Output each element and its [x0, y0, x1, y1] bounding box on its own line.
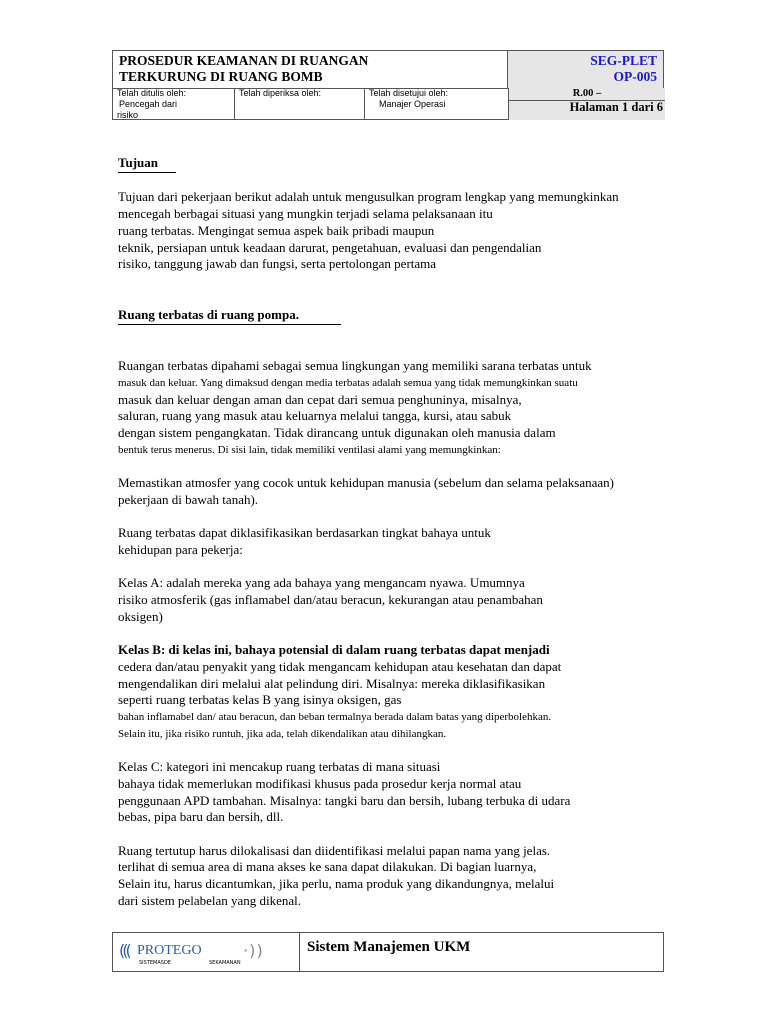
written-by-value-2: risiko	[117, 110, 139, 120]
logo-tagline-left: SISTEMASDE	[139, 960, 171, 966]
class-c-paragraph	[118, 759, 718, 826]
page-indicator: Halaman 1 dari 6	[569, 100, 663, 114]
purpose-heading: Tujuan	[118, 155, 176, 173]
class-b-paragraph	[118, 642, 718, 742]
ensure-paragraph	[118, 475, 718, 508]
header-title-row	[113, 51, 663, 89]
written-by-cell	[113, 88, 235, 120]
closed-space-line: dari sistem pelabelan yang dikenal.	[118, 892, 302, 908]
logo-text: PROTEGO	[137, 943, 202, 958]
written-by-label: Telah ditulis oleh:	[117, 88, 187, 98]
logo-decoration-icon: · ) )	[243, 941, 261, 960]
class-a-line: risiko atmosferik (gas inflamabel dan/atau beracun, kekurangan atau penambahan	[118, 592, 543, 608]
classification-line: Ruang terbatas dapat diklasifikasikan berdasarkan tingkat bahaya untuk	[118, 525, 491, 541]
purpose-line: ruang terbatas. Mengingat semua aspek baik pribadi maupun	[118, 222, 435, 238]
logo-wave-icon: (((	[119, 941, 129, 960]
document-code-line-2: OP-005	[613, 69, 657, 84]
document-body	[118, 148, 718, 909]
closed-space-line: Ruang tertutup harus dilokalisasi dan diidentifikasi melalui papan nama yang jelas.	[118, 842, 551, 858]
definition-paragraph	[118, 358, 718, 458]
class-b-line: mengendalikan diri melalui alat pelindung diri. Misalnya: mereka diklasifikasikan	[118, 675, 546, 691]
class-b-line: seperti ruang terbatas kelas B yang isinya oksigen, gas	[118, 692, 402, 708]
system-name: Sistem Manajemen UKM	[307, 939, 471, 955]
class-b-line: cedera dan/atau penyakit yang tidak mengancam kehidupan atau kesehatan dan dapat	[118, 658, 562, 674]
class-c-line: bebas, pipa baru dan bersih, dll.	[118, 809, 284, 825]
pump-room-heading: Ruang terbatas di ruang pompa.	[118, 307, 341, 325]
classification-paragraph	[118, 525, 718, 558]
class-a-line: oksigen)	[118, 608, 163, 624]
header-signoff-row	[113, 88, 663, 120]
approved-by-label: Telah disetujui oleh:	[369, 88, 449, 98]
document-header	[112, 50, 664, 120]
purpose-line: Tujuan dari pekerjaan berikut adalah untuk mengusulkan program lengkap yang memungkinkan	[118, 189, 619, 205]
checked-by-cell	[235, 88, 365, 120]
closed-space-paragraph	[118, 843, 718, 910]
definition-line: bentuk terus menerus. Di sisi lain, tidak memiliki ventilasi alami yang memungkinkan:	[118, 443, 501, 456]
closed-space-line: Selain itu, harus dicantumkan, jika perlu, nama produk yang dikandungnya, melalui	[118, 876, 555, 892]
document-title-line-2: TERKURUNG DI RUANG BOMB	[119, 69, 323, 84]
purpose-line: teknik, persiapan untuk keadaan darurat, pengetahuan, evaluasi dan pengendalian	[118, 239, 542, 255]
document-code-line-1: SEG-PLET	[590, 53, 657, 68]
definition-line: dengan sistem pengangkatan. Tidak dirancang untuk digunakan oleh manusia dalam	[118, 425, 556, 441]
purpose-line: risiko, tanggung jawab dan fungsi, serta pertolongan pertama	[118, 256, 437, 272]
definition-line: Ruangan terbatas dipahami sebagai semua lingkungan yang memiliki sarana terbatas untuk	[118, 358, 592, 374]
protego-logo	[113, 933, 300, 971]
ensure-line: Memastikan atmosfer yang cocok untuk kehidupan manusia (sebelum dan selama pelaksanaan)	[118, 475, 615, 491]
purpose-paragraph	[118, 189, 718, 273]
revision-number: R.00 –	[509, 88, 665, 101]
approved-by-value: Manajer Operasi	[379, 99, 446, 109]
document-footer	[112, 932, 664, 972]
definition-line: masuk dan keluar dengan aman dan cepat dari semua penghuninya, misalnya,	[118, 391, 522, 407]
definition-line: masuk dan keluar. Yang dimaksud dengan media terbatas adalah semua yang tidak memungkinkan suatu	[118, 377, 578, 390]
closed-space-line: terlihat di semua area di mana akses ke sana dapat dilakukan. Di bagian luarnya,	[118, 859, 537, 875]
class-a-line: Kelas A: adalah mereka yang ada bahaya yang mengancam nyawa. Umumnya	[118, 575, 525, 591]
classification-line: kehidupan para pekerja:	[118, 542, 243, 558]
revision-cell	[509, 88, 665, 120]
document-title-line-1: PROSEDUR KEAMANAN DI RUANGAN	[119, 53, 369, 68]
checked-by-label: Telah diperiksa oleh:	[239, 88, 322, 98]
logo-tagline-right: SEKAMANAN	[209, 960, 241, 966]
class-c-line: penggunaan APD tambahan. Misalnya: tangki baru dan bersih, lubang terbuka di udara	[118, 792, 571, 808]
class-b-line: Selain itu, jika risiko runtuh, jika ada, telah dikendalikan atau dihilangkan.	[118, 727, 447, 740]
document-title	[119, 53, 368, 85]
class-c-line: bahaya tidak memerlukan modifikasi khusus pada prosedur kerja normal atau	[118, 775, 522, 791]
approved-by-cell	[365, 88, 509, 120]
purpose-line: mencegah berbagai situasi yang mungkin terjadi selama pelaksanaan itu	[118, 206, 493, 222]
class-c-line: Kelas C: kategori ini mencakup ruang terbatas di mana situasi	[118, 759, 441, 775]
class-b-lead: Kelas B: di kelas ini, bahaya potensial di dalam ruang terbatas dapat menjadi	[118, 642, 550, 658]
document-code	[507, 51, 663, 88]
written-by-value-1: Pencegah dari	[119, 99, 178, 109]
definition-line: saluran, ruang yang masuk atau keluarnya melalui tangga, kursi, atau sabuk	[118, 408, 512, 424]
class-b-line: bahan inflamabel dan/ atau beracun, dan beban termalnya berada dalam batas yang diperbolehkan.	[118, 711, 552, 724]
class-a-paragraph	[118, 575, 718, 625]
ensure-line: pekerjaan di bawah tanah).	[118, 491, 259, 507]
